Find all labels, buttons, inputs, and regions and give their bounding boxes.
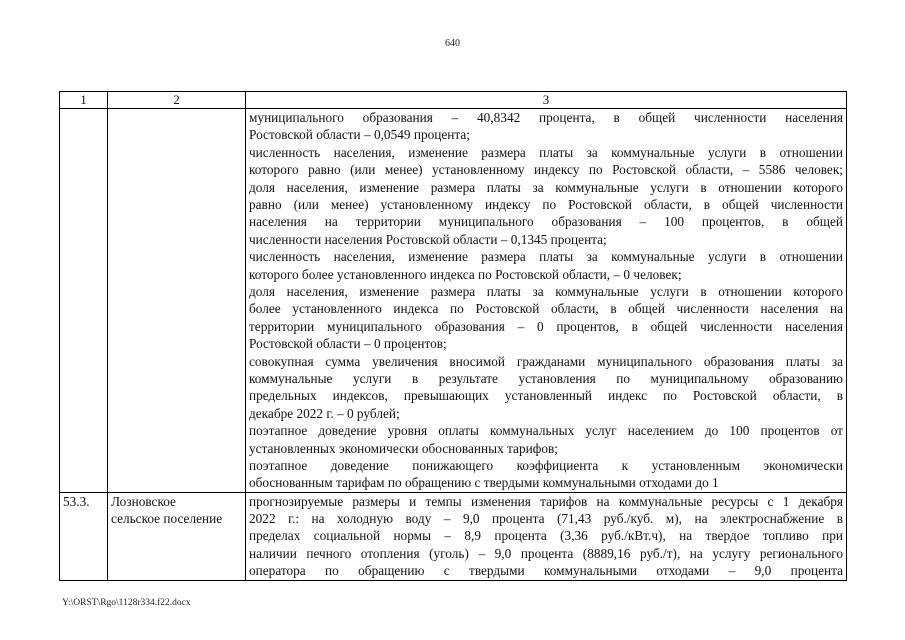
document-table bbox=[59, 91, 847, 581]
row1-number-cell bbox=[60, 109, 108, 493]
text-line: совокупная сумма увеличения вносимой гражданами муниципального образования платы за bbox=[249, 353, 843, 369]
text-line: Ростовской области – 0 процентов; bbox=[249, 336, 447, 352]
settlement-name-line: Лозновское bbox=[111, 493, 176, 509]
row2-text-cell bbox=[246, 492, 847, 580]
text-line: предельных индексов, превышающих установленный индекс по Ростовской области, в bbox=[249, 388, 843, 404]
text-line: декабре 2022 г. – 0 рублей; bbox=[249, 405, 400, 421]
table-row bbox=[60, 492, 847, 580]
text-line: поэтапное доведение уровня оплаты коммунальных услуг населением до 100 процентов от bbox=[249, 423, 843, 439]
text-line: которого более установленного индекса по Ростовской области, – 0 человек; bbox=[249, 266, 682, 282]
settlement-name-line: сельское поселение bbox=[111, 511, 223, 527]
file-path-footer: Y:\ORST\Rgo\1128r334.f22.docx bbox=[62, 598, 191, 608]
header-col-2: 2 bbox=[108, 92, 246, 109]
table-header-row bbox=[60, 92, 847, 109]
text-line: поэтапное доведение понижающего коэффициента к установленным экономически bbox=[249, 457, 843, 473]
text-line: прогнозируемые размеры и темпы изменения тарифов на коммунальные ресурсы с 1 декабря bbox=[249, 493, 843, 509]
table-row bbox=[60, 109, 847, 493]
text-line: доля населения, изменение размера платы за коммунальные услуги в отношении которого bbox=[249, 179, 843, 195]
row2-settlement-cell bbox=[108, 492, 246, 580]
text-line: более установленного индекса по Ростовской области, в общей численности населения на bbox=[249, 301, 843, 317]
text-line: коммунальные услуги в результате установления по муниципальному образованию bbox=[249, 370, 843, 386]
text-line: которого равно (или менее) установленному индексу по Ростовской области, – 5586 человек; bbox=[249, 162, 843, 178]
page-number: 640 bbox=[445, 38, 460, 49]
text-line: численность населения, изменение размера платы за коммунальные услуги в отношении bbox=[249, 144, 843, 160]
text-line: территории муниципального образования – 0 процентов, в общей численности населения bbox=[249, 318, 843, 334]
text-line: наличии печного отопления (уголь) – 9,0 процента (8889,16 руб./т), на услугу регионального bbox=[249, 545, 843, 561]
header-col-3: 3 bbox=[246, 92, 847, 109]
text-line: оператора по обращению с твердыми коммунальными отходами – 9,0 процента bbox=[249, 563, 843, 579]
text-line: обоснованным тарифам по обращению с твердыми коммунальными отходами до 1 bbox=[249, 475, 719, 491]
text-line: численность населения, изменение размера платы за коммунальные услуги в отношении bbox=[249, 249, 843, 265]
text-line: населения на территории муниципального образования – 100 процентов, в общей bbox=[249, 214, 843, 230]
row1-text-cell bbox=[246, 109, 847, 493]
text-line: равно (или менее) установленному индексу по Ростовской области, в общей численности bbox=[249, 196, 843, 212]
row-number: 53.3. bbox=[63, 493, 90, 509]
text-line: пределах социальной нормы – 8,9 процента (3,36 руб./кВт.ч), на твердое топливо при bbox=[249, 528, 843, 544]
text-line: численности населения Ростовской области – 0,1345 процента; bbox=[249, 231, 607, 247]
row1-settlement-cell bbox=[108, 109, 246, 493]
row2-number-cell bbox=[60, 492, 108, 580]
text-line: установленных экономически обоснованных тарифов; bbox=[249, 440, 558, 456]
text-line: доля населения, изменение размера платы за коммунальные услуги в отношении которого bbox=[249, 283, 843, 299]
header-col-1: 1 bbox=[60, 92, 108, 109]
text-line: муниципального образования – 40,8342 процента, в общей численности населения bbox=[249, 110, 843, 125]
text-line: 2022 г.: на холодную воду – 9,0 процента (71,43 руб./куб. м), на электроснабжение в bbox=[249, 511, 843, 527]
text-line: Ростовской области – 0,0549 процента; bbox=[249, 127, 470, 143]
